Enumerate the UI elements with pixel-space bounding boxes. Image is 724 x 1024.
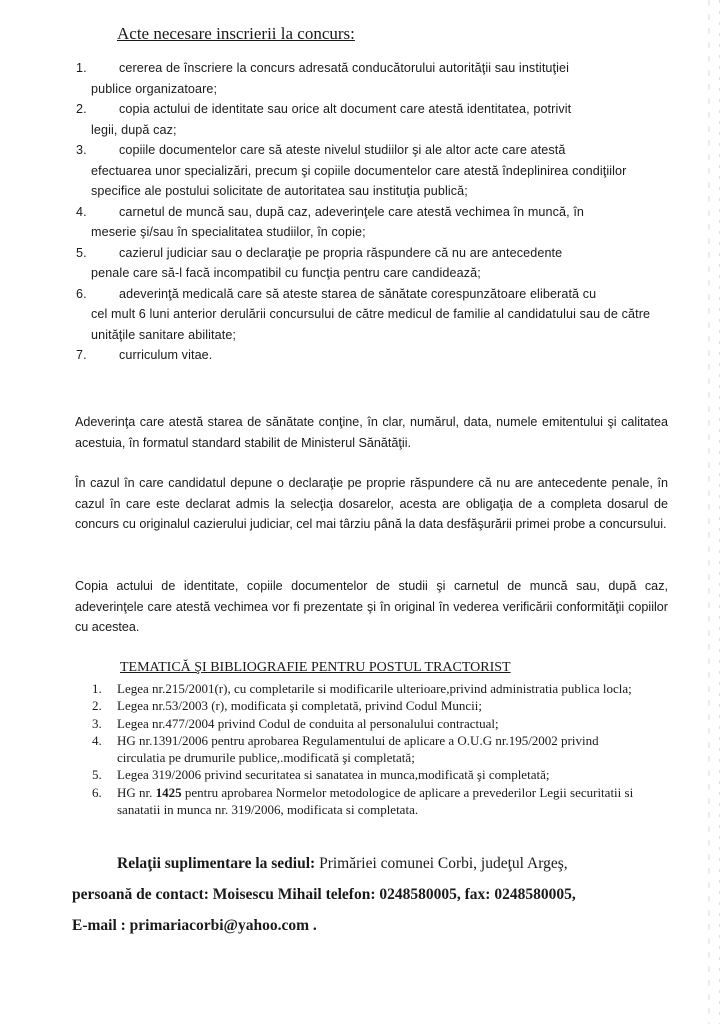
list-item-text: meserie şi/sau în specialitatea studiilor, în copie; [91,225,366,239]
list-item-text: publice organizatoare; [91,81,218,96]
list-item-first-line: copia actului de identitate sau orice alt document care atestă identitatea, potrivit [119,102,572,116]
list-item-first-line: curriculum vitae. [119,348,213,362]
contact-person-text: persoană de contact: Moisescu Mihail telefon: 0248580005, fax: 0248580005, [72,886,576,903]
contact-block [72,848,672,941]
list-item-number: 1. [76,61,87,75]
list-item [92,715,644,732]
list-item [92,784,644,819]
list-item [92,680,644,697]
contact-person-line [72,879,672,910]
contact-email-text: E-mail : primariacorbi@yahoo.com . [72,917,317,934]
list-item-number: 1. [92,681,102,696]
requirements-list [76,58,666,366]
criminal-record-paragraph: În cazul în care candidatul depune o declaraţie pe proprie răspundere că nu are antecedente penale, în cazul în care este declarat admis la selecţia dosarelor, acesta are obligaţia de a completa dosarul de concurs cu originalul cazierului judiciar, cel mai târziu până la data desfăşurării primei probe a concursului. [75,476,668,531]
list-item-number: 5. [92,767,102,783]
list-item [92,766,644,783]
list-item-text: penale care să-l facă incompatibil cu funcţia pentru care candidează; [91,266,481,280]
list-item-first-line: adeverinţă medicală care să ateste starea de sănătate corespunzătoare eliberată cu [119,286,597,301]
list-item-text-suffix: pentru aprobarea Normelor metodologice de aplicare a prevederilor Legii securitatii si sanatatii in munca nr. 319/2006, modificata si completata. [117,784,634,818]
topics-list [92,680,644,818]
list-item-text: cel mult 6 luni anterior derulării concursului de către medicul de familie al candidatului sau de către unităţile sanitare abilitate; [91,307,651,342]
list-item [76,99,666,140]
topics-title: TEMATICĂ ŞI BIBLIOGRAFIE PENTRU POSTUL TRACTORIST [120,660,511,675]
list-item-text: Legea nr.53/2003 (r), modificata şi completată, privind Codul Muncii; [117,698,482,714]
list-item-number: 6. [92,784,102,800]
scan-edge-artifact [708,0,710,1024]
contact-info-label: Relaţii suplimentare la sediul: [117,855,316,872]
list-item [76,140,666,202]
list-item [92,732,644,767]
list-item-text: HG nr.1391/2006 pentru aprobarea Regulamentului de aplicare a O.U.G nr.195/2002 privind circulatia pe drumurile publice,.modificată şi completată; [117,732,599,766]
list-item-first-line: cererea de înscriere la concurs adresată conducătorului autorităţii sau instituţiei [119,61,570,75]
list-item-first-line: copiile documentelor care să ateste nivelul studiilor şi ale altor acte care atestă [119,143,566,157]
list-item [76,345,666,366]
page-title: Acte necesare inscrierii la concurs: [117,24,355,43]
list-item-number: 4. [76,204,87,219]
list-item-number: 3. [76,143,87,157]
original-documents-paragraph: Copia actului de identitate, copiile documentelor de studii şi carnetul de muncă sau, după caz, adeverinţele care atestă vechimea vor fi prezentate şi în original în vederea verificării conformităţii copiilor cu acestea. [75,579,668,634]
list-item-text [117,784,644,819]
list-item-text: efectuarea unor specializări, precum şi copiile documentelor care atestă îndeplinirea condiţiilor specifice ale postului solicitate de autoritatea sau instituţia publică; [91,163,627,198]
list-item-number: 5. [76,245,87,260]
contact-info-line [72,848,672,879]
list-item [76,202,666,243]
list-item-number: 6. [76,286,87,301]
list-item-text: Legea nr.215/2001(r), cu completarile si modificarile ulterioare,privind administratia publica locla; [117,681,632,696]
list-item-number: 4. [92,732,102,748]
health-certificate-paragraph: Adeverinţa care atestă starea de sănătate conţine, în clar, numărul, data, numele emitentului şi calitatea acestuia, în formatul standard stabilit de Ministerul Sănătăţii. [75,415,668,450]
list-item-text: Legea 319/2006 privind securitatea si sanatatea in munca,modificată şi completată; [117,767,550,783]
scan-edge-artifact [719,0,720,1024]
list-item-number: 3. [92,715,102,731]
list-item-text: legii, după caz; [91,122,177,137]
list-item-text-bold: 1425 [155,784,182,800]
list-item [92,697,644,714]
list-item-number: 2. [92,698,102,714]
list-item [76,243,666,284]
list-item [76,284,666,346]
list-item-text: Legea nr.477/2004 privind Codul de conduita al personalului contractual; [117,715,499,731]
contact-email-line [72,910,672,941]
list-item-first-line: cazierul judiciar sau o declaraţie pe propria răspundere că nu are antecedente [119,245,563,260]
list-item-first-line: carnetul de muncă sau, după caz, adeverinţele care atestă vechimea în muncă, în [119,204,585,219]
list-item-text-prefix: HG nr. [117,784,156,800]
list-item-number: 7. [76,348,87,362]
contact-info-value: Primăriei comunei Corbi, judeţul Argeş, [315,855,568,872]
list-item [76,58,666,99]
list-item-number: 2. [76,102,87,116]
